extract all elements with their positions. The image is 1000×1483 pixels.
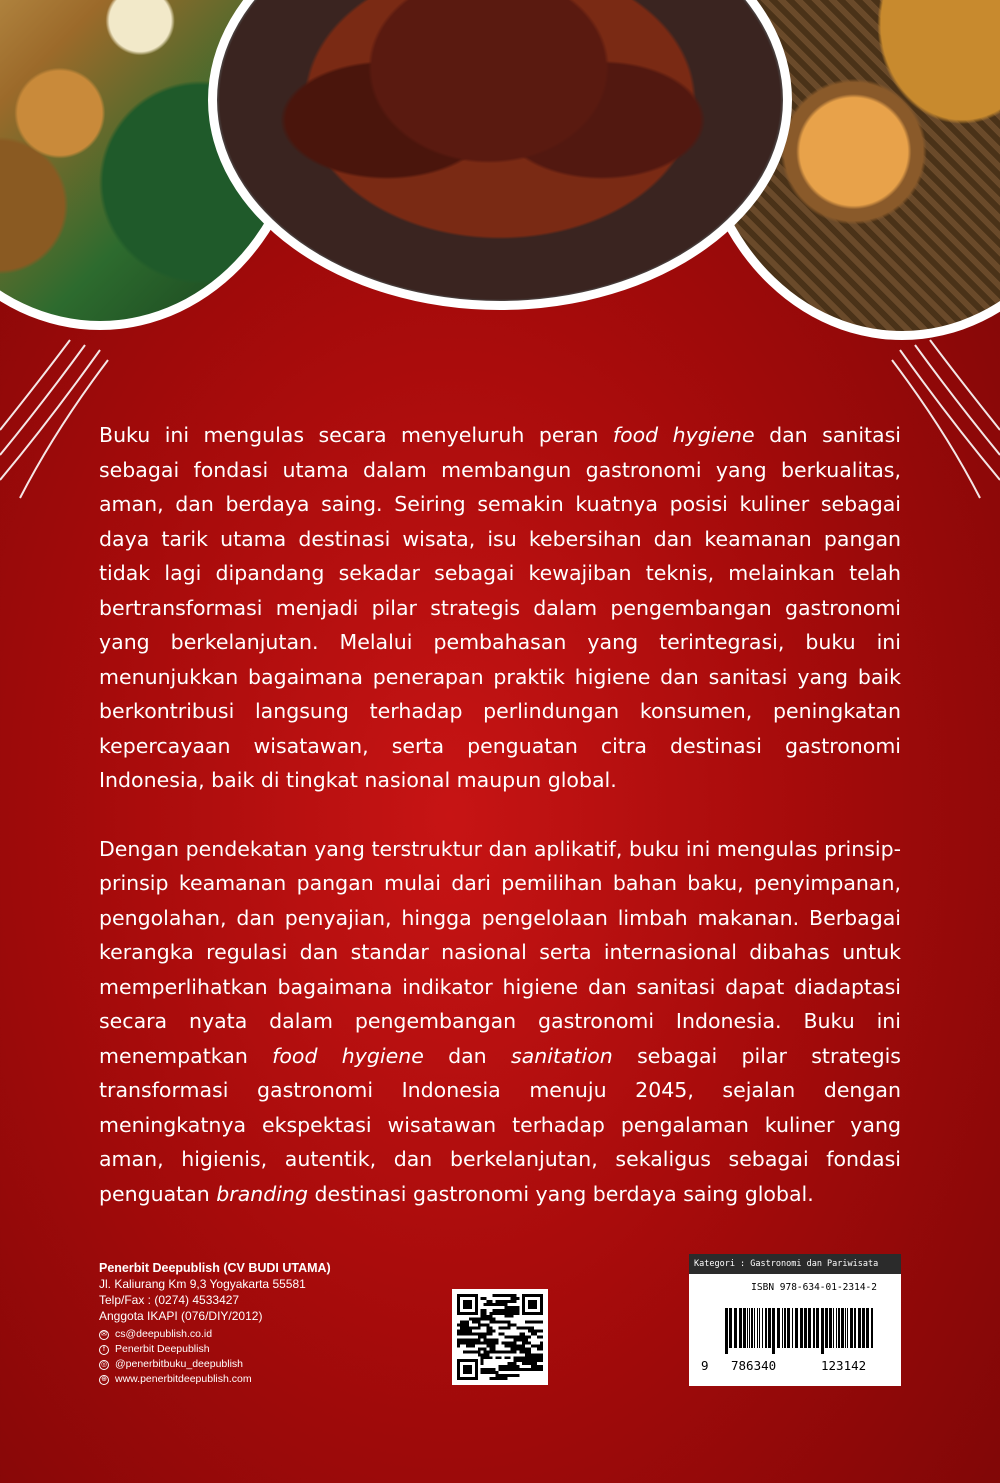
- barcode-digit-lead: 9: [701, 1358, 709, 1373]
- instagram-icon: ◎: [100, 1361, 108, 1368]
- italic-term: food hygiene: [272, 1043, 424, 1068]
- contact-item[interactable]: [99, 1357, 419, 1372]
- publisher-name: Penerbit Deepublish (CV BUDI UTAMA): [99, 1261, 331, 1275]
- contact-text: www.penerbitdeepublish.com: [115, 1373, 252, 1385]
- isbn-number: ISBN 978-634-01-2314-2: [751, 1282, 877, 1293]
- food-photo-banner: [0, 0, 1000, 340]
- book-category: Kategori : Gastronomi dan Pariwisata: [689, 1254, 901, 1274]
- facebook-icon: f: [99, 1345, 109, 1355]
- publisher-contacts: [99, 1327, 419, 1387]
- contact-text: @penerbitbuku_deepublish: [115, 1358, 244, 1370]
- book-description: [99, 418, 901, 1245]
- contact-item[interactable]: [99, 1327, 419, 1342]
- description-paragraph-1: [99, 418, 901, 798]
- publisher-info: [99, 1260, 419, 1387]
- decorative-swirl-right: [890, 320, 1000, 500]
- food-photo-center: [208, 0, 792, 310]
- text-run: Buku ini mengulas secara menyeluruh peran: [99, 423, 613, 447]
- text-run: sebagai pilar strategis transformasi gastronomi Indonesia menuju 2045, sejalan dengan meningkatnya ekspektasi wisatawan terhadap pengalaman kuliner yang aman, higienis, autentik, dan berkelanjutan, sekaligus sebagai fondasi penguatan: [99, 1043, 901, 1206]
- description-paragraph-2: [99, 832, 901, 1212]
- barcode-digits-left: 786340: [731, 1358, 777, 1373]
- qr-code: [452, 1289, 548, 1385]
- decorative-swirl-left: [0, 320, 110, 500]
- publisher-address: Jl. Kaliurang Km 9,3 Yogyakarta 55581: [99, 1277, 306, 1291]
- publisher-membership: Anggota IKAPI (076/DIY/2012): [99, 1309, 263, 1323]
- text-run: destinasi gastronomi yang berdaya saing global.: [308, 1181, 814, 1206]
- contact-text: cs@deepublish.co.id: [115, 1328, 213, 1340]
- contact-item[interactable]: [99, 1342, 419, 1357]
- italic-term: sanitation: [510, 1043, 613, 1068]
- contact-text: Penerbit Deepublish: [115, 1343, 210, 1355]
- contact-item[interactable]: [99, 1372, 419, 1387]
- publisher-phone: Telp/Fax : (0274) 4533427: [99, 1293, 240, 1307]
- italic-term: branding: [216, 1181, 309, 1206]
- italic-term: food hygiene: [612, 423, 755, 447]
- barcode-digits: [701, 1358, 891, 1373]
- text-run: Dengan pendekatan yang terstruktur dan aplikatif, buku ini mengulas prinsip-prinsip keamanan pangan mulai dari pemilihan bahan baku, penyimpanan, pengolahan, dan penyajian, hingga pengelolaan limbah makanan. Berbagai kerangka regulasi dan standar nasional serta internasional dibahas untuk memperlihatkan bagaimana indikator higiene dan sanitasi dapat diadaptasi secara nyata dalam pengembangan gastronomi Indonesia. Buku ini menempatkan: [99, 836, 901, 1068]
- text-run: dan: [423, 1043, 511, 1068]
- globe-icon: ⊕: [99, 1375, 109, 1385]
- barcode-digits-right: 123142: [821, 1358, 867, 1373]
- email-icon: ✉: [99, 1330, 109, 1340]
- isbn-barcode-box: [689, 1254, 901, 1386]
- text-run: dan sanitasi sebagai fondasi utama dalam membangun gastronomi yang berkualitas, aman, dan berdaya saing. Seiring semakin kuatnya posisi kuliner sebagai daya tarik utama destinasi wisata, isu kebersihan dan keamanan pangan tidak lagi dipandang sekadar sebagai kewajiban teknis, melainkan telah bertransformasi menjadi pilar strategis dalam pengembangan gastronomi yang berkelanjutan. Melalui pembahasan yang terintegrasi, buku ini menunjukkan bagaimana penerapan praktik higiene dan sanitasi yang baik berkontribusi langsung terhadap perlindungan konsumen, peningkatan kepercayaan wisatawan, serta penguatan citra destinasi gastronomi Indonesia, baik di tingkat nasional maupun global.: [99, 423, 901, 792]
- barcode: [725, 1308, 875, 1354]
